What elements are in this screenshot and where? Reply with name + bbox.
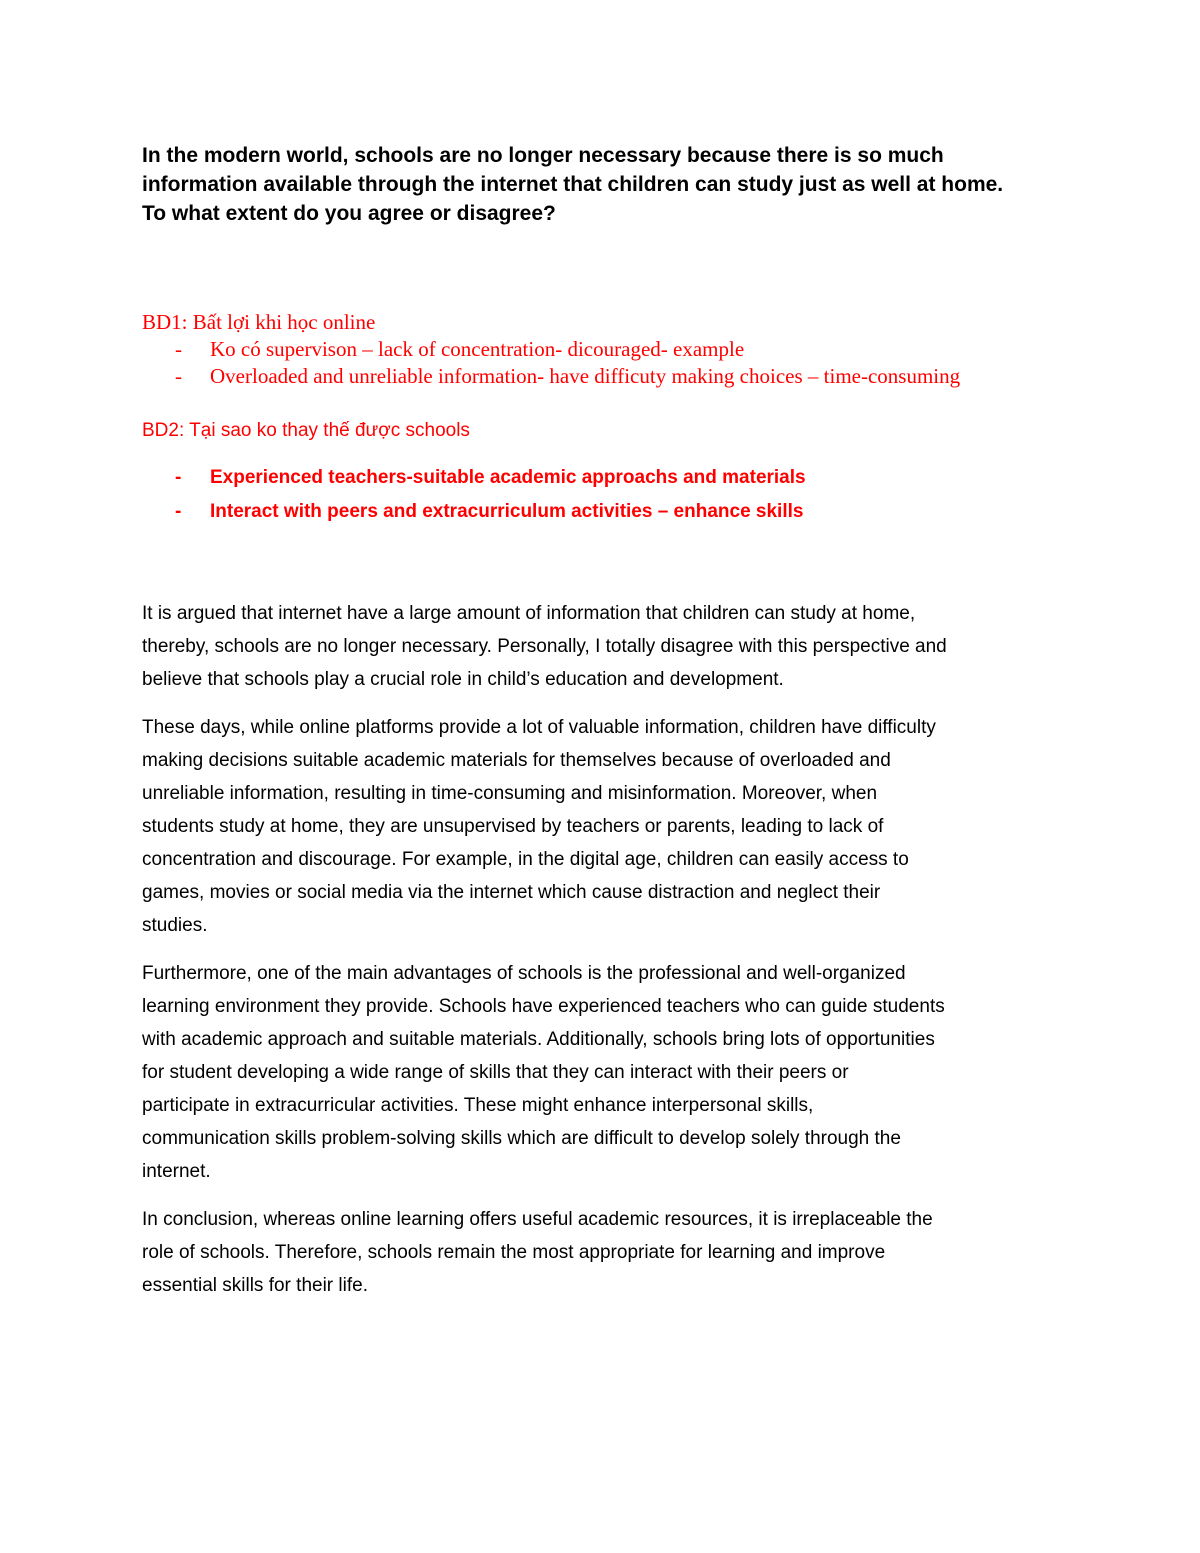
body-paragraph-2	[142, 957, 1082, 1188]
text-line: learning environment they provide. Schools have experienced teachers who can guide students	[142, 996, 945, 1017]
outline-heading: BD1: Bất lợi khi học online	[142, 310, 376, 334]
text-line: with academic approach and suitable materials. Additionally, schools bring lots of opportunities	[142, 1029, 935, 1050]
outline-body-paragraph-2	[142, 417, 1102, 526]
text-line: It is argued that internet have a large amount of information that children can study at home,	[142, 603, 916, 624]
text-line: games, movies or social media via the internet which cause distraction and neglect their	[142, 882, 881, 903]
text-line: role of schools. Therefore, schools remain the most appropriate for learning and improve	[142, 1242, 886, 1263]
outline-item	[142, 363, 1102, 390]
text-line: These days, while online platforms provide a lot of valuable information, children have difficulty	[142, 717, 936, 738]
body-paragraph-1	[142, 711, 1082, 942]
outline-item	[142, 464, 1102, 492]
text-line: concentration and discourage. For example, in the digital age, children can easily access to	[142, 849, 909, 870]
text-line: unreliable information, resulting in time-consuming and misinformation. Moreover, when	[142, 783, 878, 804]
outline-item-text: Ko có supervison – lack of concentration- dicouraged- example	[210, 337, 745, 361]
introduction-paragraph	[142, 597, 1082, 696]
outline-item	[142, 336, 1102, 363]
text-line: participate in extracurricular activities. These might enhance interpersonal skills,	[142, 1095, 814, 1116]
outline-item-text: Interact with peers and extracurriculum activities – enhance skills	[210, 501, 804, 522]
outline-item	[142, 498, 1102, 526]
text-line: internet.	[142, 1161, 211, 1182]
bullet-dash: -	[175, 337, 182, 361]
text-line: making decisions suitable academic materials for themselves because of overloaded and	[142, 750, 891, 771]
outline-item-text: Overloaded and unreliable information- have difficuty making choices – time-consuming	[210, 364, 961, 388]
outline-heading: BD2: Tại sao ko thay thế được schools	[142, 420, 470, 441]
text-line: Furthermore, one of the main advantages of schools is the professional and well-organized	[142, 963, 906, 984]
text-line: thereby, schools are no longer necessary. Personally, I totally disagree with this perspective and	[142, 636, 947, 657]
essay-body	[142, 597, 1082, 1317]
text-line: communication skills problem-solving skills which are difficult to develop solely through the	[142, 1128, 901, 1149]
text-line: believe that schools play a crucial role in child’s education and development.	[142, 669, 784, 690]
prompt-line: In the modern world, schools are no longer necessary because there is so much	[142, 144, 944, 167]
conclusion-paragraph	[142, 1203, 1082, 1302]
text-line: students study at home, they are unsupervised by teachers or parents, leading to lack of	[142, 816, 884, 837]
essay-prompt	[142, 141, 1072, 228]
text-line: studies.	[142, 915, 208, 936]
bullet-dash: -	[175, 467, 182, 488]
bullet-dash: -	[175, 501, 182, 522]
text-line: essential skills for their life.	[142, 1275, 368, 1296]
prompt-line: information available through the internet that children can study just as well at home.	[142, 173, 1004, 196]
prompt-line: To what extent do you agree or disagree?	[142, 202, 556, 225]
outline-item-text: Experienced teachers-suitable academic approachs and materials	[210, 467, 806, 488]
text-line: for student developing a wide range of skills that they can interact with their peers or	[142, 1062, 849, 1083]
bullet-dash: -	[175, 364, 182, 388]
outline-body-paragraph-1	[142, 309, 1102, 390]
text-line: In conclusion, whereas online learning offers useful academic resources, it is irreplaceable the	[142, 1209, 933, 1230]
